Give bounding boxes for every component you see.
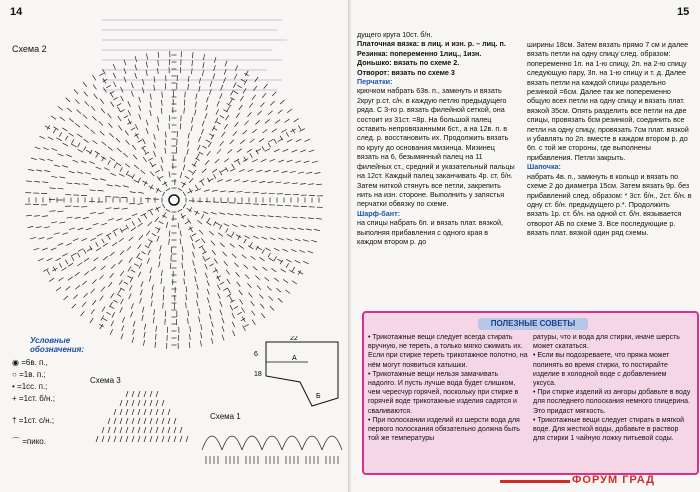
instructions-column-2 [527,40,693,238]
text-block: Резинка: попеременно 1лиц., 1изн. [357,48,482,58]
tips-column-1 [368,333,528,443]
section-heading-hat: Шапочка: [527,162,561,172]
text-block: на спицы набрать 6п. и вязать плат. вязкой, выполняя прибавления с одного края в каждом втором р. до [357,218,503,246]
legend-title: Условные обозначения: [30,336,84,354]
tip-item: • Трикотажные вещи следует всегда стирать вручную, не тереть, а только мягко сжимать их. Если при стирке тереть трикотажное полотно, на нём могут появиться катышки. [368,334,528,369]
legend-item-slip: • =1сс. п.; [12,382,48,391]
tips-title: ПОЛЕЗНЫЕ СОВЕТЫ [478,318,588,330]
scheme2-circular-chart [14,40,334,360]
diagram-label-d: 18 [254,371,262,378]
scheme1-chart [196,420,344,466]
scheme3-chart [92,384,196,448]
tip-item: • Трикотажные вещи следует стирать в мягкой воде. Для жесткой воды, добавьте в раствор для стирки 1 чайную ложку питьевой соды. [533,416,684,443]
tip-item: • При стирке изделий из ангоры добавьте в воду для последнего полоскания немного глицерина. Это придаст мягкость. [533,389,691,415]
text-block: Отворот: вязать по схеме 3 [357,67,455,77]
text-block: Доньшко: вязать по схеме 2. [357,58,460,68]
legend-item-picot: ⌒ =пико. [12,437,46,446]
text-block: Платочная вязка: в лиц. и изн. р. – лиц. п. [357,39,506,49]
diagram-label-c: 6 [254,351,258,358]
hat-pattern-diagram [252,336,344,416]
scheme3-label: Схема 3 [90,376,121,385]
text-block: набрать 4в. п., замкнуть в кольцо и вязать по схеме 2 до диаметра 15см. Затем вязать 9р. без прибавлений след. образом: * 3ст. б/н., 2ст. б/н. в одну ст. б/н. предыдущего р.*. Продолжить вязать 1р. ст. б/н. на одной ст. б/н. вязывается отворот АБ по схеме 3. Все последующие р. вязать плат. вязкой один ряд схемы. [527,171,692,238]
page-number-right: 15 [677,6,690,18]
scheme2-label: Схема 2 [12,44,47,54]
diagram-label-top: 22 [290,336,298,342]
text-block: ширины 18см. Затем вязать прямо 7 см и далее вязать петли на одну спицу след. образом: попеременно 1п. на 1-ю спицу, 2п. на 2-ю спицу следующую пару, 3п. на 1-ю спицу и т. д. Далее вязать петли на каждой спицы раздельно резинкой =6см. Далее так же попеременно общую всех петли на одну спицу и вязать плат. вязкой 35см. Опять разделить все петли на две спицы, провязать бсм резинкой, соединить все петли на одну спицу, провязать 7см плат. вязкой и убавлять по 2п. вместе в каждом втором р. до 6п. с той же стороны, где выполнены прибавления. Петли закрыть. [527,40,689,162]
legend-item-dc: † =1ст. с/н.; [12,416,55,425]
diagram-label-a: А [292,355,297,362]
watermark-bar [500,480,570,483]
section-heading-scarf: Шарф-бант: [357,208,400,218]
tip-item: • Если вы подозреваете, что пряжа может полинять во время стирки, то постирайте изделие в холодной воде с добавлением уксуса. [533,352,670,388]
legend-item-ring: ◉ =6в. п., [12,358,48,367]
section-heading-gloves: Перчатки: [357,77,393,87]
tips-column-2 [533,333,691,443]
text-block: крючком набрать 63в. п., замкнуть и вязать 2круг р.ст. с/н. в каждую петлю предыдущего ряда. С 3-го р. вязать филейной сеткой, она состоит из 31ст. =8р. На большой палец оставить непровязанными 6ст., а на 12в. п. в след. р. восстановить их. Продолжить вязать по кругу до основания мизинца. Мизинец вязать на 6, безымянный палец на 11 филейных ст., средний и указательный пальцы на 12ст. Каждый палец заканчивать 4р. ст. б/н. Затем ниткой стянуть все петли, закрепить нить на изн. стороне. Выполнить у запястья перчатки обвязку по схеме. [357,86,515,209]
tip-item: • Трикотажные вещи нельзя замачивать надолго. И пусть лучше вода будет слишком, чем чересчур горячей, поскольку при стирке в горячей воде трикотажные изделия садятся и сваливаются. [368,370,519,415]
tip-item: • При полоскании изделий из шерсти вода для первого полоскания обязательно должна быть той же температуры [368,416,520,443]
forum-watermark: ФОРУМ ГРАД [572,474,655,486]
left-page [0,0,349,492]
diagram-label-b: Б [316,393,321,400]
page-number-left: 14 [10,6,23,18]
instructions-column-1 [357,30,515,246]
text-block: дущего круга 10ст. б/н. [357,30,433,39]
legend-item-chain: ○ =1в. п.; [12,370,46,379]
center-ring-icon [169,195,179,205]
scheme1-label: Схема 1 [210,412,241,421]
legend-item-sc: + =1ст. б/н.; [12,394,55,403]
tip-item: ратуры, что и вода для стирки, иначе шерсть может скататься. [533,334,680,351]
